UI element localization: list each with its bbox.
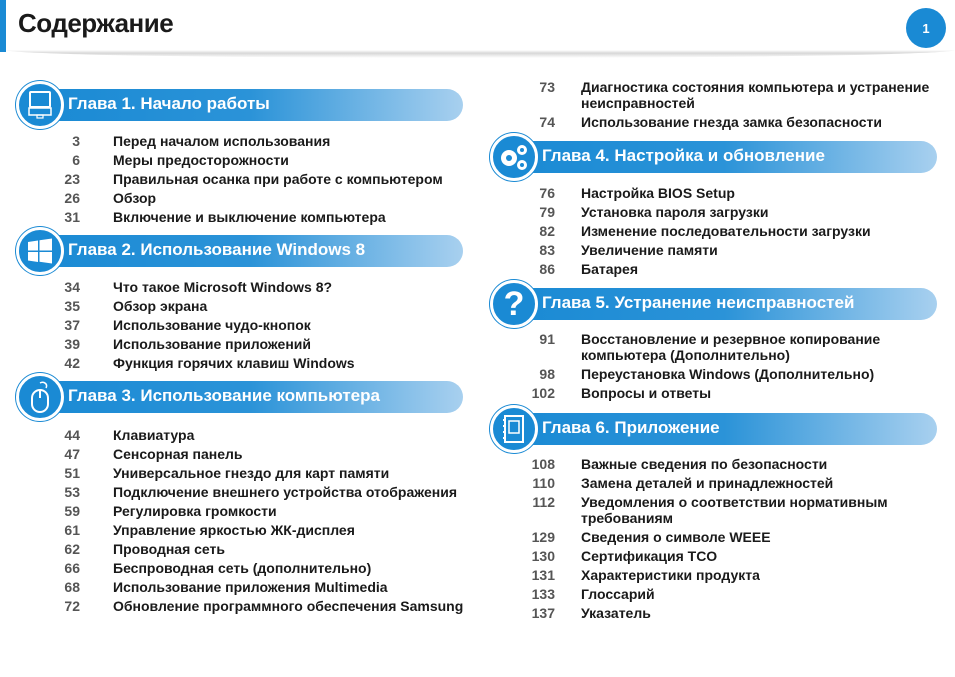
chapter-title: Глава 1. Начало работы bbox=[68, 94, 270, 113]
toc-entry-title: Что такое Microsoft Windows 8? bbox=[113, 279, 333, 295]
toc-list bbox=[46, 427, 466, 617]
toc-entry-title: Восстановление и резервное копирование компьютера (Дополнительно) bbox=[581, 331, 881, 363]
toc-entry[interactable] bbox=[511, 385, 931, 401]
toc-entry-title: Характеристики продукта bbox=[581, 567, 760, 583]
toc-entry[interactable] bbox=[511, 456, 931, 472]
toc-entry[interactable] bbox=[46, 427, 466, 443]
toc-entry-title: Изменение последовательности загрузки bbox=[581, 223, 871, 239]
toc-page-number: 108 bbox=[531, 456, 555, 472]
chapter-title: Глава 6. Приложение bbox=[542, 418, 720, 437]
laptop-icon bbox=[16, 81, 64, 129]
toc-entry-title: Меры предосторожности bbox=[113, 152, 289, 168]
toc-entry-title: Включение и выключение компьютера bbox=[113, 209, 386, 225]
toc-list bbox=[46, 133, 466, 228]
toc-entry[interactable] bbox=[511, 79, 931, 111]
toc-entry-title: Замена деталей и принадлежностей bbox=[581, 475, 834, 491]
toc-entry-title: Подключение внешнего устройства отображения bbox=[113, 484, 458, 500]
toc-page-number: 79 bbox=[539, 204, 555, 220]
toc-page-number: 112 bbox=[532, 494, 555, 510]
toc-entry[interactable] bbox=[511, 114, 931, 130]
toc-page-number: 47 bbox=[64, 446, 80, 462]
toc-entry-title: Обновление программного обеспечения Samsung bbox=[113, 598, 464, 614]
toc-entry[interactable] bbox=[511, 261, 931, 277]
toc-page-number: 3 bbox=[72, 133, 80, 149]
toc-entry-title: Правильная осанка при работе с компьютером bbox=[113, 171, 443, 187]
header-accent-stripe bbox=[0, 0, 6, 52]
toc-entry-title: Диагностика состояния компьютера и устранение неисправностей bbox=[581, 79, 930, 111]
toc-entry-title: Использование приложений bbox=[113, 336, 312, 352]
chapter-header[interactable] bbox=[16, 381, 463, 413]
toc-entry-title: Функция горячих клавиш Windows bbox=[113, 355, 355, 371]
mouse-icon bbox=[16, 373, 64, 421]
toc-page-number: 131 bbox=[531, 567, 555, 583]
question-icon: ? bbox=[490, 280, 538, 328]
page-number-badge: 1 bbox=[906, 8, 946, 48]
toc-entry[interactable] bbox=[511, 185, 931, 201]
toc-entry[interactable] bbox=[46, 152, 466, 168]
toc-entry[interactable] bbox=[46, 317, 466, 333]
toc-entry-title: Управление яркостью ЖК-дисплея bbox=[113, 522, 355, 538]
toc-entry[interactable] bbox=[46, 579, 466, 595]
toc-page-number: 76 bbox=[539, 185, 555, 201]
toc-page-number: 35 bbox=[64, 298, 80, 314]
chapter-header[interactable] bbox=[490, 141, 937, 173]
toc-page-number: 26 bbox=[64, 190, 80, 206]
toc-entry[interactable] bbox=[46, 598, 466, 614]
toc-page-number: 73 bbox=[539, 79, 555, 95]
chapter-header[interactable] bbox=[490, 285, 937, 323]
chapter-title: Глава 3. Использование компьютера bbox=[68, 386, 380, 405]
windows-icon bbox=[16, 227, 64, 275]
toc-entry-title: Использование приложения Multimedia bbox=[113, 579, 388, 595]
toc-page-number: 137 bbox=[531, 605, 555, 621]
toc-entry[interactable] bbox=[511, 605, 931, 621]
toc-page-number: 31 bbox=[64, 209, 80, 225]
toc-entry[interactable] bbox=[46, 541, 466, 557]
toc-page-number: 129 bbox=[531, 529, 555, 545]
toc-list bbox=[511, 456, 931, 624]
toc-entry[interactable] bbox=[46, 279, 466, 295]
toc-entry-title: Проводная сеть bbox=[113, 541, 225, 557]
toc-entry[interactable] bbox=[511, 331, 931, 363]
toc-list bbox=[46, 279, 466, 374]
toc-list bbox=[511, 331, 931, 404]
book-icon bbox=[490, 405, 538, 453]
toc-entry-title: Регулировка громкости bbox=[113, 503, 277, 519]
toc-page-number: 72 bbox=[64, 598, 80, 614]
toc-list bbox=[511, 185, 931, 280]
toc-page-number: 66 bbox=[64, 560, 80, 576]
toc-entry[interactable] bbox=[511, 494, 931, 526]
chapter-title: Глава 4. Настройка и обновление bbox=[542, 146, 825, 165]
toc-entry[interactable] bbox=[511, 223, 931, 239]
toc-entry-title: Глоссарий bbox=[581, 586, 655, 602]
toc-entry[interactable] bbox=[46, 465, 466, 481]
toc-entry[interactable] bbox=[511, 529, 931, 545]
toc-page-number: 61 bbox=[64, 522, 80, 538]
toc-entry[interactable] bbox=[46, 133, 466, 149]
toc-entry-title: Уведомления о соответствии нормативным требованиям bbox=[581, 494, 888, 526]
chapter-header[interactable] bbox=[16, 89, 463, 121]
toc-entry[interactable] bbox=[511, 567, 931, 583]
toc-entry-title: Сенсорная панель bbox=[113, 446, 243, 462]
toc-entry[interactable] bbox=[46, 355, 466, 371]
page-title: Содержание bbox=[18, 8, 174, 38]
toc-entry-title: Важные сведения по безопасности bbox=[581, 456, 828, 472]
toc-entry-title: Установка пароля загрузки bbox=[581, 204, 769, 220]
toc-entry-title: Обзор bbox=[113, 190, 157, 206]
toc-entry-title: Использование гнезда замка безопасности bbox=[581, 114, 883, 130]
toc-page-number: 42 bbox=[64, 355, 80, 371]
toc-page-number: 86 bbox=[539, 261, 555, 277]
chapter-header[interactable] bbox=[16, 235, 463, 267]
toc-page-number: 74 bbox=[539, 114, 555, 130]
toc-entry-title: Переустановка Windows (Дополнительно) bbox=[581, 366, 875, 382]
header-divider bbox=[6, 50, 955, 58]
toc-entry[interactable] bbox=[46, 484, 466, 500]
toc-entry-title: Сертификация TCO bbox=[581, 548, 718, 564]
toc-page-number: 59 bbox=[64, 503, 80, 519]
toc-entry[interactable] bbox=[46, 209, 466, 225]
toc-entry[interactable] bbox=[46, 171, 466, 187]
toc-entry[interactable] bbox=[511, 548, 931, 564]
toc-page-number: 44 bbox=[64, 427, 80, 443]
toc-entry-title: Вопросы и ответы bbox=[581, 385, 712, 401]
toc-page-number: 98 bbox=[539, 366, 555, 382]
toc-entry[interactable] bbox=[511, 204, 931, 220]
chapter-title: Глава 2. Использование Windows 8 bbox=[68, 240, 366, 259]
toc-entry-title: Использование чудо-кнопок bbox=[113, 317, 311, 333]
toc-entry[interactable] bbox=[46, 503, 466, 519]
toc-entry[interactable] bbox=[46, 298, 466, 314]
toc-page-number: 62 bbox=[64, 541, 80, 557]
toc-page-number: 133 bbox=[531, 586, 555, 602]
gears-icon bbox=[490, 133, 538, 181]
toc-page-number: 39 bbox=[64, 336, 80, 352]
toc-entry[interactable] bbox=[511, 366, 931, 382]
toc-page-number: 110 bbox=[532, 475, 555, 491]
toc-entry-title: Универсальное гнездо для карт памяти bbox=[113, 465, 390, 481]
toc-entry-title: Обзор экрана bbox=[113, 298, 208, 314]
toc-entry[interactable] bbox=[46, 336, 466, 352]
toc-entry[interactable] bbox=[46, 522, 466, 538]
toc-entry-title: Клавиатура bbox=[113, 427, 195, 443]
toc-page-number: 37 bbox=[64, 317, 80, 333]
chapter-header[interactable] bbox=[490, 413, 937, 445]
toc-entry-title: Беспроводная сеть (дополнительно) bbox=[113, 560, 372, 576]
toc-page-number: 83 bbox=[539, 242, 555, 258]
toc-page-number: 51 bbox=[64, 465, 80, 481]
toc-entry-title: Сведения о символе WEEE bbox=[581, 529, 771, 545]
toc-entry[interactable] bbox=[511, 586, 931, 602]
toc-entry-title: Увеличение памяти bbox=[581, 242, 718, 258]
toc-entry[interactable] bbox=[46, 190, 466, 206]
toc-page-number: 130 bbox=[531, 548, 555, 564]
toc-entry[interactable] bbox=[511, 475, 931, 491]
toc-page-number: 68 bbox=[64, 579, 80, 595]
toc-entry-title: Указатель bbox=[581, 605, 651, 621]
toc-page-number: 102 bbox=[531, 385, 555, 401]
toc-page-number: 6 bbox=[72, 152, 80, 168]
toc-page-number: 91 bbox=[539, 331, 555, 347]
toc-entry[interactable] bbox=[46, 560, 466, 576]
toc-page-number: 53 bbox=[64, 484, 80, 500]
toc-page-number: 23 bbox=[64, 171, 80, 187]
toc-entry-title: Батарея bbox=[581, 261, 638, 277]
toc-list bbox=[511, 79, 931, 133]
toc-entry-title: Перед началом использования bbox=[113, 133, 331, 149]
toc-entry[interactable] bbox=[46, 446, 466, 462]
toc-entry[interactable] bbox=[511, 242, 931, 258]
toc-page-number: 82 bbox=[539, 223, 555, 239]
toc-page-number: 34 bbox=[64, 279, 80, 295]
chapter-title: Глава 5. Устранение неисправностей bbox=[542, 293, 855, 312]
toc-entry-title: Настройка BIOS Setup bbox=[581, 185, 735, 201]
